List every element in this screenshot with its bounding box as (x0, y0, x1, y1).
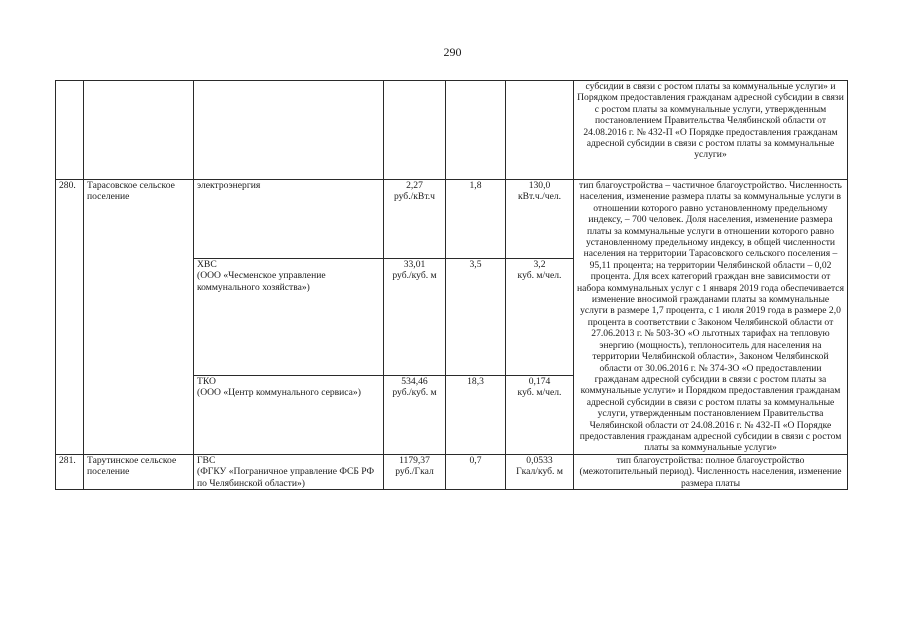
tariff-unit: руб./Гкал (395, 466, 434, 478)
cell-index: 0,7 (446, 454, 506, 489)
cell-service (194, 81, 384, 180)
service-name: ХВС (197, 258, 217, 270)
tariff-unit: руб./куб. м (392, 270, 437, 282)
cell-note: тип благоустройства: полное благоустройство (межотопительный период). Численность населения, изменение размера платы (574, 454, 848, 489)
tariff-unit: руб./кВт.ч (393, 191, 436, 203)
cell-service (194, 454, 384, 489)
tariff-value: 534,46 (401, 375, 428, 387)
cell-note: субсидии в связи с ростом платы за коммунальные услуги» и Порядком предоставления гражданам адресной субсидии в связи с ростом платы за коммунальные услуги, утвержденным постановлением Правительства Челябинской области от 24.08.2016 г. № 432-П «О Порядке предоставления гражданам адресной субсидии в связи с ростом платы за коммунальные услуги» (574, 81, 848, 180)
cell-tariff (384, 454, 446, 489)
norm-unit: Гкал/куб. м (516, 466, 563, 478)
service-name: ТКО (197, 375, 216, 387)
service-name: электроэнергия (197, 180, 261, 191)
service-provider: (ООО «Центр коммунального сервиса») (197, 387, 361, 399)
cell-norm (506, 258, 574, 375)
cell-norm (506, 180, 574, 259)
cell-settlement: Тарутинское сельское поселение (84, 454, 194, 489)
cell-tariff (384, 258, 446, 375)
cell-service (194, 258, 384, 375)
tariff-value: 33,01 (403, 258, 426, 270)
service-provider: (ФГКУ «Пограничное управление ФСБ РФ по Челябинской области») (197, 466, 375, 489)
norm-value: 0,0533 (526, 454, 553, 466)
cell-tariff (384, 180, 446, 259)
tariff-value: 1179,37 (399, 454, 430, 466)
cell-settlement: Тарасовское сельское поселение (84, 180, 194, 455)
norm-value: 130,0 (528, 180, 551, 191)
cell-norm (506, 454, 574, 489)
table-row (56, 454, 848, 489)
cell-no: 281. (56, 454, 84, 489)
cell-settlement (84, 81, 194, 180)
cell-tariff (384, 375, 446, 454)
cell-index: 18,3 (446, 375, 506, 454)
norm-unit: куб. м/чел. (517, 387, 562, 399)
settlements-table (55, 80, 848, 490)
norm-unit: куб. м/чел. (517, 270, 562, 282)
page-number: 290 (443, 45, 462, 59)
service-provider: (ООО «Чесменское управление коммунального хозяйства») (197, 270, 326, 293)
cell-service (194, 180, 384, 259)
cell-index (446, 81, 506, 180)
tariff-unit: руб./куб. м (392, 387, 437, 399)
norm-unit: кВт.ч./чел. (517, 191, 562, 203)
tariff-value: 2,27 (406, 180, 423, 191)
cell-no: 280. (56, 180, 84, 455)
cell-no (56, 81, 84, 180)
cell-norm (506, 375, 574, 454)
cell-index: 3,5 (446, 258, 506, 375)
cell-norm (506, 81, 574, 180)
cell-service (194, 375, 384, 454)
cell-tariff (384, 81, 446, 180)
service-name: ГВС (197, 454, 216, 466)
cell-index: 1,8 (446, 180, 506, 259)
norm-value: 0,174 (528, 375, 551, 387)
cell-note: тип благоустройства – частичное благоустройство. Численность населения, изменение размера платы за коммунальные услуги в отношении которого равно установленному предельному индексу, – 700 человек. Доля населения, изменение размера платы за коммунальные услуги в отношении которого равно установленному предельному индексу, в общей численности населения на территории Тарасовского сельского поселения – 95,11 процента; на территории Челябинской области – 0,02 процента. Для всех категорий граждан вне зависимости от набора коммунальных услуг с 1 января 2019 года обеспечивается изменение вносимой гражданами платы за коммунальные услуги в размере 1,7 процента, с 1 июля 2019 года в размере 2,0 процента в соответствии с Законом Челябинской области от 27.06.2013 г. № 503-ЗО «О льготных тарифах на тепловую энергию (мощность), теплоноситель для населения на территории Челябинской области», Законом Челябинской области от 30.06.2016 г. № 374-ЗО «О предоставлении гражданам адресной субсидии в связи с ростом платы за коммунальные услуги» и Порядком предоставления гражданам адресной субсидии в связи с ростом платы за коммунальные услуги, утвержденным постановлением Правительства Челябинской области от 24.08.2016 г. № 432-П «О Порядке предоставления гражданам адресной субсидии в связи с ростом платы за коммунальные услуги» (574, 180, 848, 455)
table-row (56, 81, 848, 180)
table-row (56, 180, 848, 259)
norm-value: 3,2 (533, 258, 546, 270)
